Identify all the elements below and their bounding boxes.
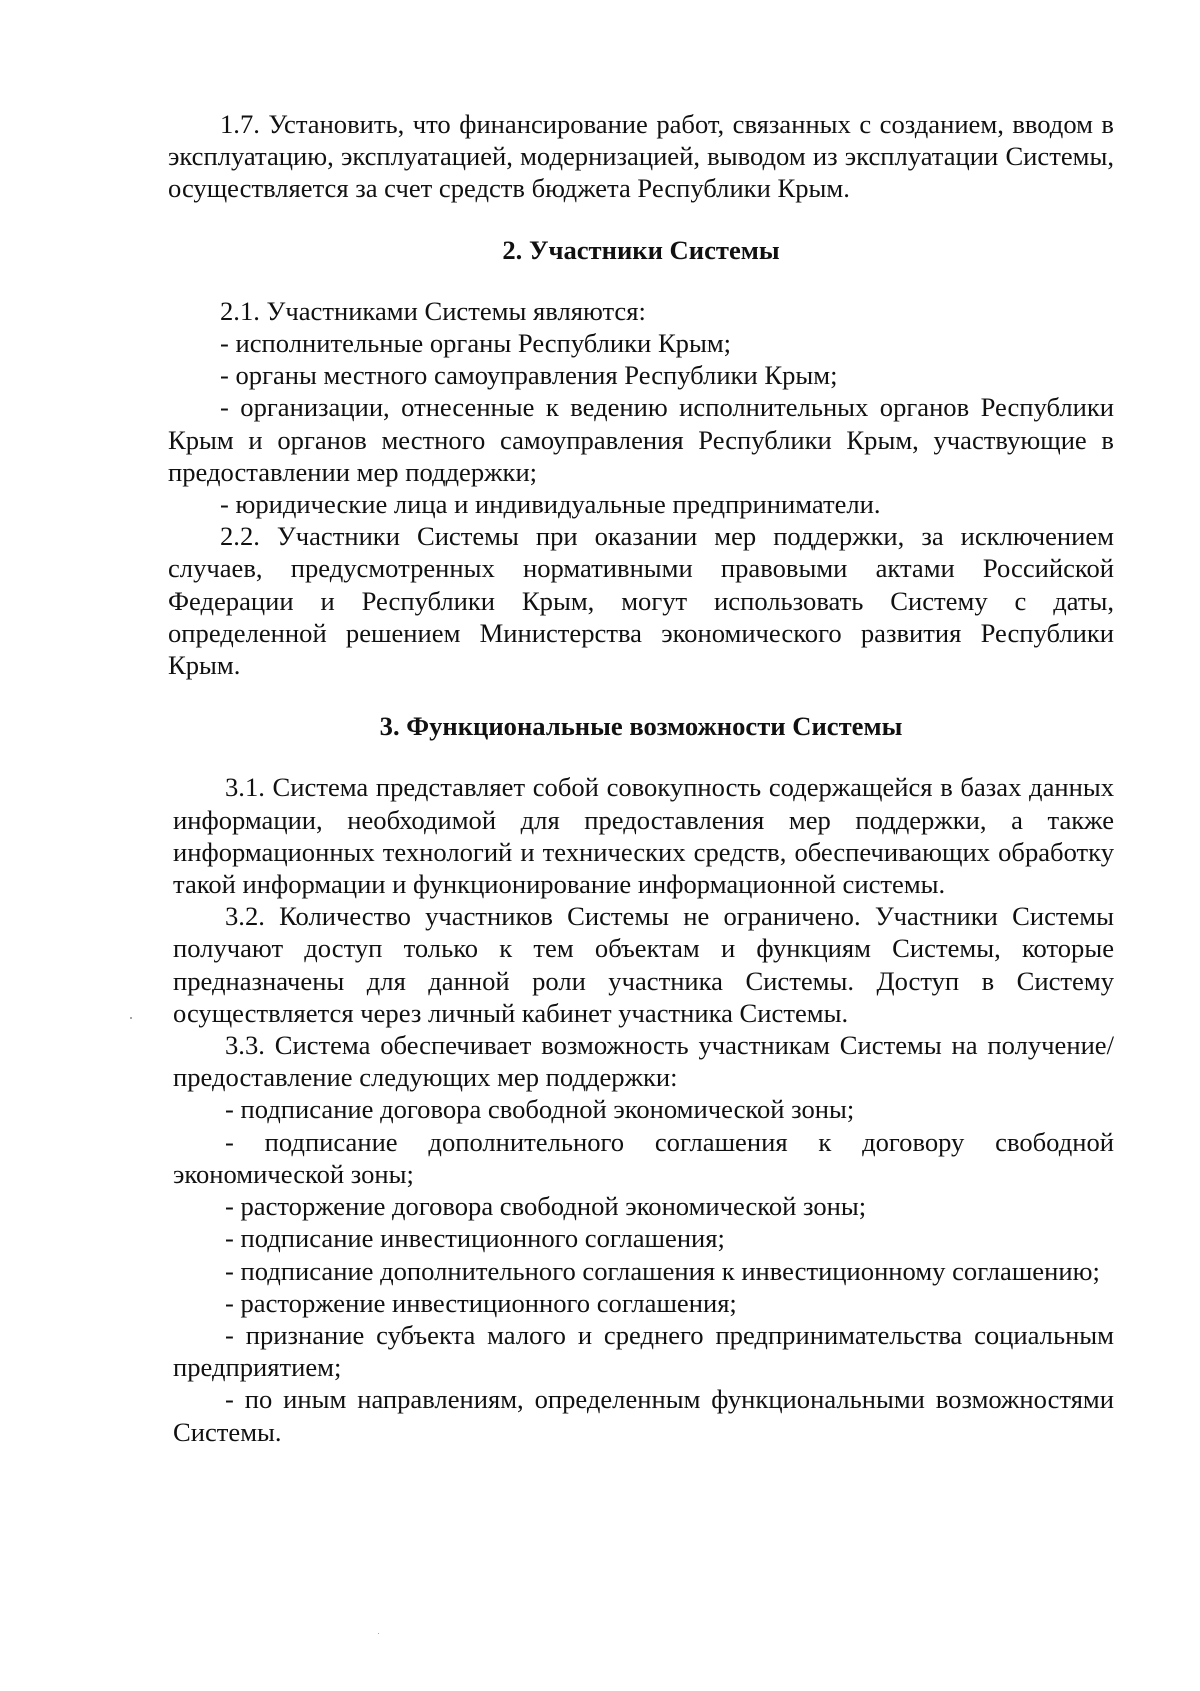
list-item: - юридические лица и индивидуальные предприниматели. [220,489,881,520]
scan-speck [378,1633,379,1634]
list-item: - по иным направлениям, определенным функциональными возможностями Системы. [173,1384,1114,1447]
paragraph-3-1: 3.1. Система представляет собой совокупность содержащейся в базах данных информации, необходимой для предоставления мер поддержки, а также информационных технологий и технических средств, обеспечивающих обработку такой информации и функционирование информационной системы. [173,772,1114,900]
section-3-body [173,771,1114,1447]
list-item: - признание субъекта малого и среднего предпринимательства социальным предприятием; [173,1319,1114,1383]
list-item: - подписание договора свободной экономической зоны; [225,1094,855,1125]
paragraph-3-2: 3.2. Количество участников Системы не ограничено. Участники Системы получают доступ только к тем объектам и функциям Системы, которые предназначены для данной роли участника Системы. Доступ в Систему осуществляется через личный кабинет участника Системы. [173,901,1114,1028]
list-item: - подписание инвестиционного соглашения; [225,1223,725,1254]
list-item: - расторжение договора свободной экономической зоны; [225,1191,867,1222]
section-2-heading: 2. Участники Системы [502,234,780,265]
paragraph-1-7: 1.7. Установить, что финансирование работ, связанных с созданием, вводом в эксплуатацию, эксплуатацией, модернизацией, выводом из эксплуатации Системы, осуществляется за счет средств бюджета Республики Крым. [168,109,1114,204]
list-item: - органы местного самоуправления Республики Крым; [220,360,838,391]
section-3-heading: 3. Функциональные возможности Системы [379,711,903,742]
scan-speck [130,1017,132,1019]
list-item: - подписание дополнительного соглашения к инвестиционному соглашению; [225,1255,1100,1286]
document-page [168,108,1114,1448]
list-item: - подписание дополнительного соглашения к договору свободной экономической зоны; [173,1126,1114,1189]
paragraph-3-3: 3.3. Система обеспечивает возможность участникам Системы на получение/предоставление следующих мер поддержки: [173,1030,1114,1093]
list-item: - исполнительные органы Республики Крым; [220,328,732,359]
paragraph-2-1: 2.1. Участниками Системы являются: [220,295,646,326]
list-item: - организации, отнесенные к ведению исполнительных органов Республики Крым и органов местного самоуправления Республики Крым, участвующие в предоставлении мер поддержки; [168,392,1114,487]
list-item: - расторжение инвестиционного соглашения; [225,1287,737,1318]
paragraph-2-2: 2.2. Участники Системы при оказании мер поддержки, за исключением случаев, предусмотренных нормативными правовыми актами Российской Федерации и Республики Крым, могут использовать Систему с даты, определенной решением Министерства экономического развития Республики Крым. [168,521,1114,681]
